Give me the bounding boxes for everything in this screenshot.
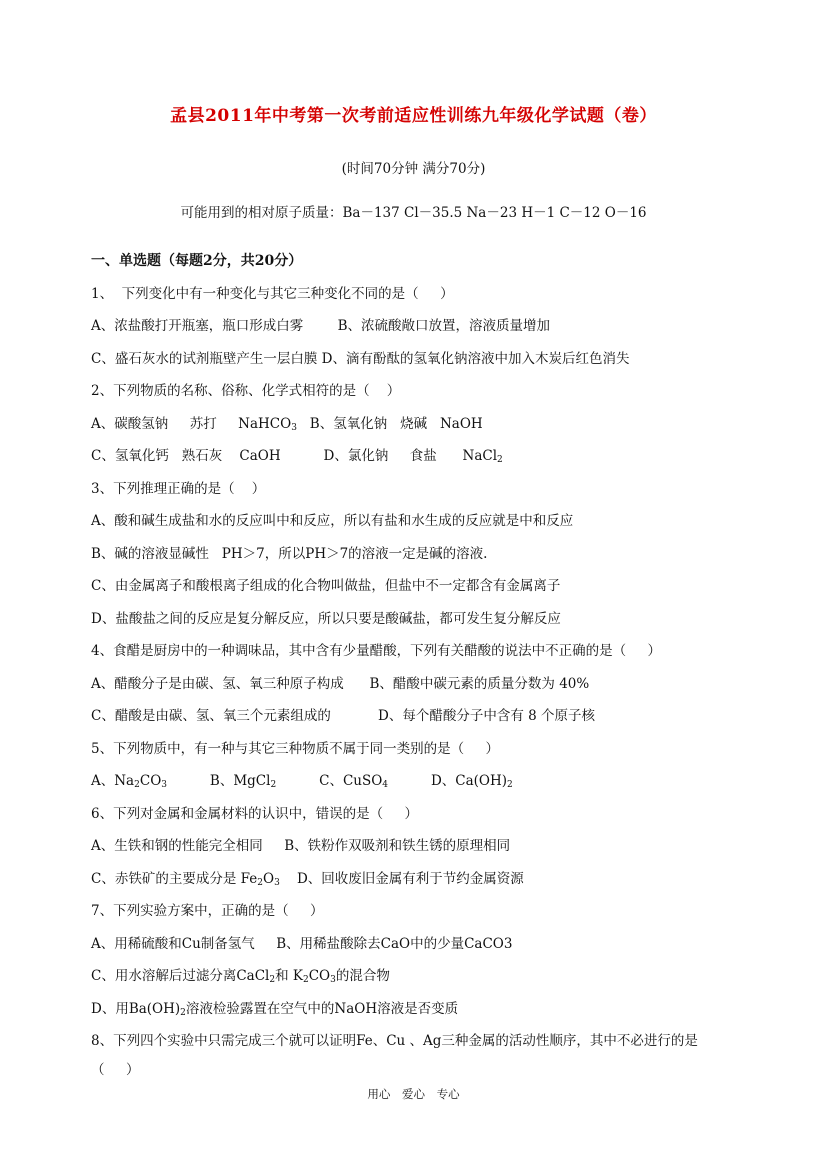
question-8-stem: 8、下列四个实验中只需完成三个就可以证明Fe、Cu 、Ag三种金属的活动性顺序，其中不必进行的是 — [91, 1033, 698, 1049]
question-1-stem: 1、 下列变化中有一种变化与其它三种变化不同的是（ ） — [91, 286, 454, 302]
atomic-masses-line: 可能用到的相对原子质量：Ba－137 Cl－35.5 Na－23 H－1 C－12 O－16 — [180, 205, 647, 221]
question-3-option-d: D、盐酸盐之间的反应是复分解反应，所以只要是酸碱盐，都可发生复分解反应 — [91, 611, 561, 627]
question-5-options: A、$Na_2CO_3$ B、MgCl$_2$ C、CuSO$_4$ D、$Ca(OH)_2$ — [91, 773, 513, 790]
question-2-options-cd: C、氢氧化钙 熟石灰 CaOH D、氯化钠 食盐 NaCl$_2$ — [91, 448, 503, 465]
question-4-options-ab: A、醋酸分子是由碳、氢、氧三种原子构成 B、醋酸中碳元素的质量分数为 40% — [91, 676, 590, 692]
question-7-option-d: D、用$Ba(OH)_2$溶液检验露置在空气中的NaOH溶液是否变质 — [91, 1001, 459, 1018]
question-7-option-c: C、用水溶解后过滤分离CaCl$_2$和 $K_2CO_3$的混合物 — [91, 968, 390, 985]
question-6-options-ab: A、生铁和钢的性能完全相同 B、铁粉作双吸剂和铁生锈的原理相同 — [91, 838, 511, 854]
question-1-options-cd: C、盛石灰水的试剂瓶壁产生一层白膜 D、滴有酚酞的氢氧化钠溶液中加入木炭后红色消失 — [91, 351, 630, 367]
question-2-stem: 2、下列物质的名称、俗称、化学式相符的是（ ） — [91, 383, 401, 399]
question-5-stem: 5、下列物质中，有一种与其它三种物质不属于同一类别的是（ ） — [91, 741, 500, 757]
question-8-paren: （ ） — [91, 1062, 140, 1078]
question-3-option-a: A、酸和碱生成盐和水的反应叫中和反应，所以有盐和水生成的反应就是中和反应 — [91, 513, 574, 529]
question-3-option-b: B、碱的溶液显碱性 PH＞7，所以PH＞7的溶液一定是碱的溶液. — [91, 546, 488, 562]
question-3-stem: 3、下列推理正确的是（ ） — [91, 481, 266, 497]
question-4-stem: 4、食醋是厨房中的一种调味品，其中含有少量醋酸，下列有关醋酸的说法中不正确的是（ ） — [91, 643, 662, 659]
question-7-options-ab: A、用稀硫酸和Cu制备氢气 B、用稀盐酸除去CaO中的少量CaCO3 — [91, 936, 513, 952]
page-title: 孟县2011年中考第一次考前适应性训练九年级化学试题（卷） — [170, 106, 657, 126]
section-heading-single-choice: 一、单选题（每题2分，共20分） — [91, 253, 303, 269]
question-4-options-cd: C、醋酸是由碳、氢、氧三个元素组成的 D、每个醋酸分子中含有 8 个原子核 — [91, 708, 596, 724]
question-3-option-c: C、由金属离子和酸根离子组成的化合物叫做盐，但盐中不一定都含有金属离子 — [91, 578, 561, 594]
exam-time-info: (时间70分钟 满分70分) — [341, 161, 486, 177]
question-1-options-ab: A、浓盐酸打开瓶塞，瓶口形成白雾 B、浓硫酸敞口放置，溶液质量增加 — [91, 318, 550, 334]
question-6-options-cd: C、赤铁矿的主要成分是 $Fe_2O_3$ D、回收废旧金属有利于节约金属资源 — [91, 871, 524, 888]
question-2-options-ab: A、碳酸氢钠 苏打 NaHCO$_3$ B、氢氧化钠 烧碱 NaOH — [91, 416, 483, 433]
page-footer: 用心 爱心 专心 — [367, 1087, 460, 1101]
question-7-stem: 7、下列实验方案中，正确的是（ ） — [91, 903, 324, 919]
question-6-stem: 6、下列对金属和金属材料的认识中，错误的是（ ） — [91, 806, 419, 822]
